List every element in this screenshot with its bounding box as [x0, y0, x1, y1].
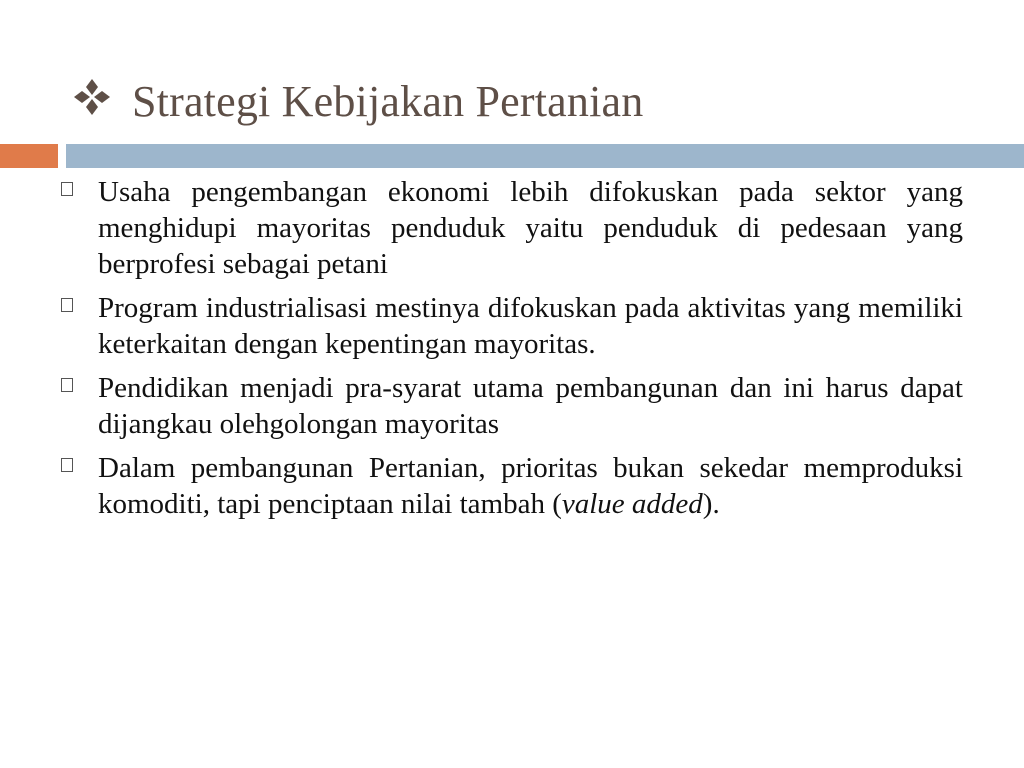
bullet-list	[58, 174, 963, 530]
bullet-text: Usaha pengembangan ekonomi lebih difokuskan pada sektor yang menghidupi mayoritas penduduk yaitu penduduk di pedesaan yang berprofesi sebagai petani	[98, 176, 963, 280]
square-bullet-icon	[61, 182, 73, 196]
diamond-bullet-icon	[72, 77, 112, 117]
accent-bar-orange	[0, 144, 58, 168]
bullet-item	[58, 450, 963, 522]
bullet-text	[98, 452, 963, 520]
title-row	[72, 66, 643, 136]
square-bullet-icon	[61, 458, 73, 472]
bullet-text-italic: value added	[561, 488, 703, 520]
bullet-item	[58, 290, 963, 362]
bullet-item	[58, 174, 963, 282]
square-bullet-icon	[61, 378, 73, 392]
bullet-item	[58, 370, 963, 442]
bullet-text-before: Dalam pembangunan Pertanian, prioritas bukan sekedar memproduksi komoditi, tapi penciptaan nilai tambah (	[98, 452, 963, 520]
slide-title: Strategi Kebijakan Pertanian	[132, 76, 644, 126]
bullet-text-after: ).	[702, 488, 720, 520]
bullet-text: Program industrialisasi mestinya difokuskan pada aktivitas yang memiliki keterkaitan dengan kepentingan mayoritas.	[98, 292, 963, 360]
square-bullet-icon	[61, 298, 73, 312]
accent-bar-blue	[66, 144, 1024, 168]
bullet-text: Pendidikan menjadi pra-syarat utama pembangunan dan ini harus dapat dijangkau olehgolongan mayoritas	[98, 372, 963, 440]
